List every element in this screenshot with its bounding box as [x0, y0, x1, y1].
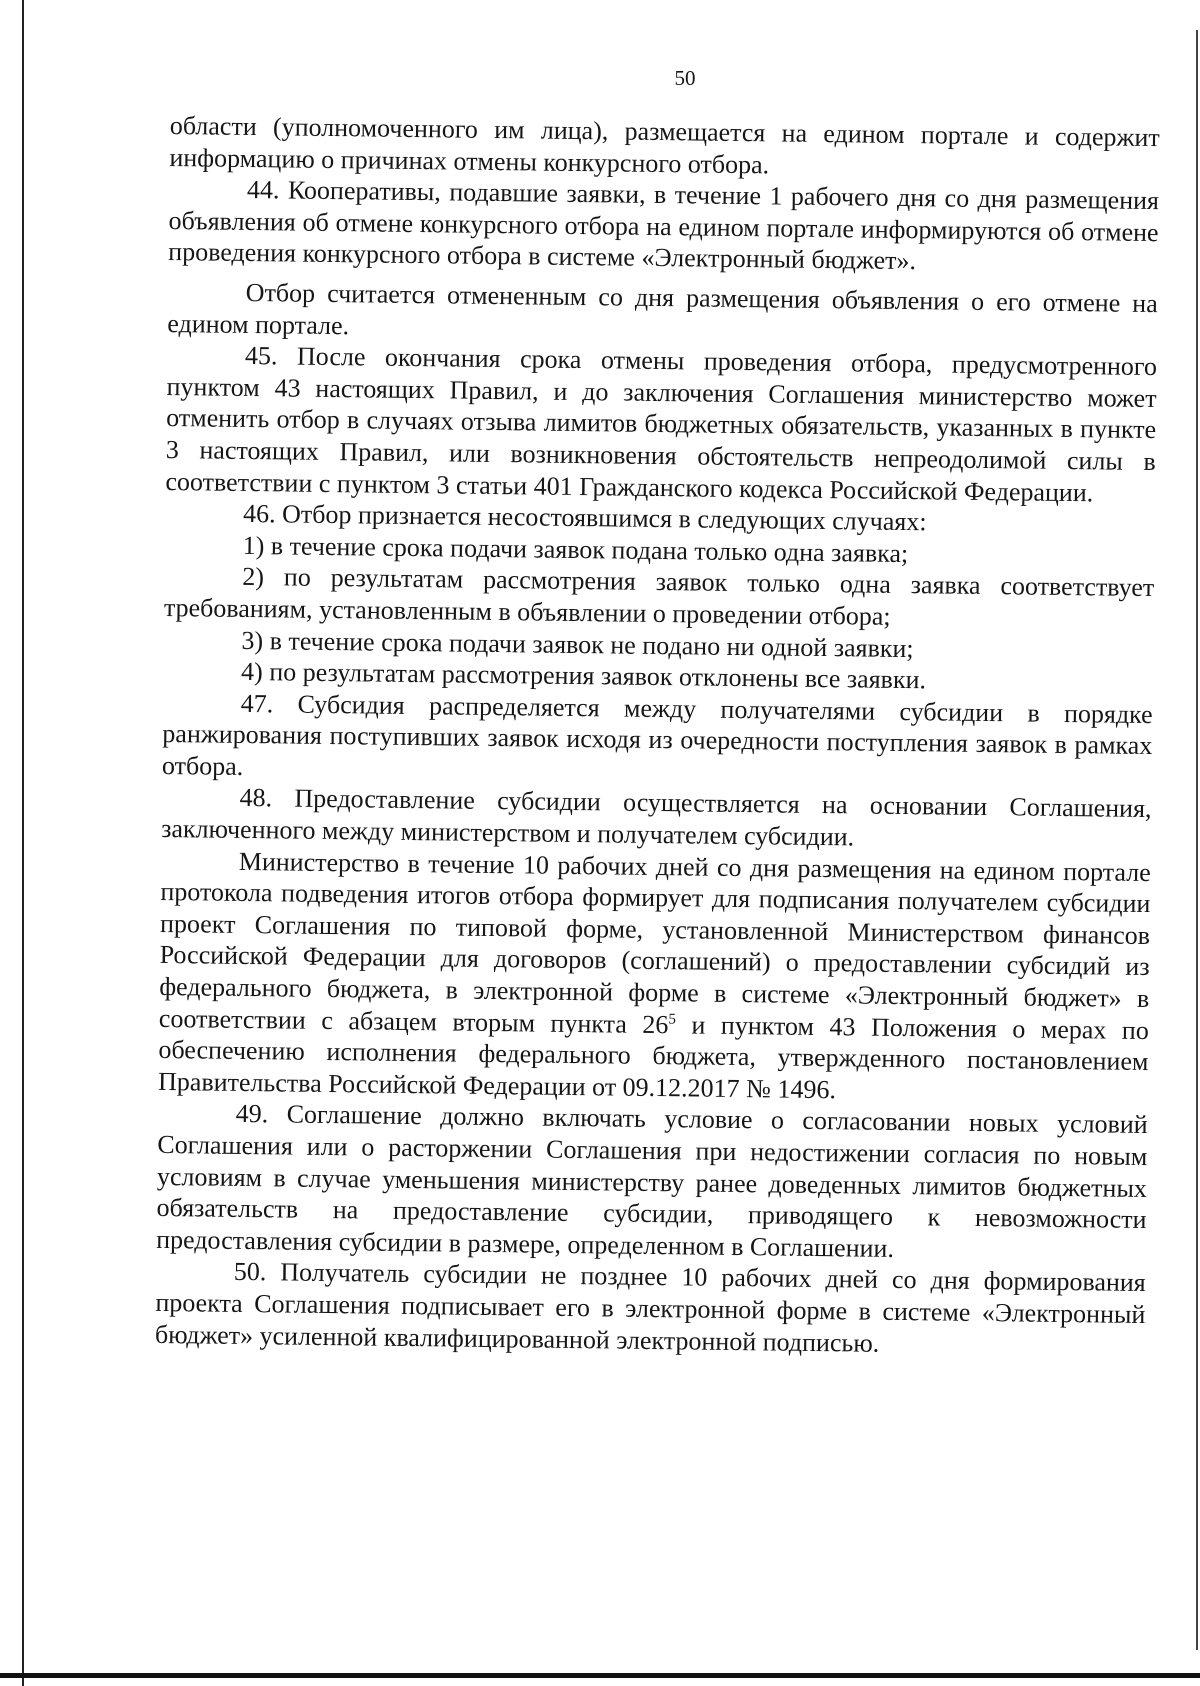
document-text	[155, 110, 1160, 1362]
paragraph-46-item-3: 3) в течение срока подачи заявок не подано ни одной заявки;	[241, 625, 914, 663]
paragraph-49: 49. Соглашение должно включать условие о согласовании новых условий Соглашения или о расторжении Соглашения при недостижении согласия по новым условиям в случае уменьшения министерству ранее доведенных лимитов бюджетных обязательств на предоставление субсидии, приводящего к невозможности предоставления субсидии в размере, определенном в Соглашении.	[156, 1099, 1148, 1263]
paragraph-47: 47. Субсидия распределяется между получателями субсидии в порядке ранжирования поступивших заявок исходя из очередности поступления заявок в рамках отбора.	[161, 688, 1153, 781]
paragraph-46-item-1: 1) в течение срока подачи заявок подана только одна заявка;	[242, 530, 909, 568]
paragraph-46-item-4: 4) по результатам рассмотрения заявок отклонены все заявки.	[240, 657, 927, 695]
scan-edge-right	[1196, 30, 1198, 1650]
paragraph-46-item-2: 2) по результатам рассмотрения заявок только одна заявка соответствует требованиям, установленным в объявлении о проведении отбора;	[163, 562, 1155, 631]
paragraph-continuation: области (уполномоченного им лица), размещается на едином портале и содержит информацию о причинах отмены конкурсного отбора.	[169, 110, 1160, 179]
paragraph-44-cancel: Отбор считается отмененным со дня размещения объявления о его отмене на едином портале.	[167, 277, 1158, 340]
scan-edge-bottom	[0, 1673, 1200, 1678]
paragraph-ministry-text-end: и пунктом 43 Положения о мерах по обеспечению исполнения федерального бюджета, утвержденного постановлением Правительства Российской Федерации от 09.12.2017 № 1496.	[157, 1009, 1150, 1105]
scan-edge-left	[22, 0, 24, 1686]
paragraph-50: 50. Получатель субсидии не позднее 10 рабочих дней со дня формирования проекта Соглашения подписывает его в электронной форме в системе «Электронный бюджет» усиленной квалифицированной электронной подписью.	[154, 1257, 1146, 1358]
paragraph-46: 46. Отбор признается несостоявшимся в следующих случаях:	[242, 499, 927, 537]
paragraph-ministry-text: Министерство в течение 10 рабочих дней со дня размещения на едином портале протокола подведения итогов отбора формирует для подписания получателем субсидии проект Соглашения по типовой форме, установленной Министерством финансов Российской Федерации для договоров (соглашений) о предоставлении субсидий из федерального бюджета, в электронной форме в системе «Электронный бюджет» в соответствии с абзацем вторым пункта 26	[158, 846, 1151, 1039]
paragraph-45: 45. После окончания срока отмены проведения отбора, предусмотренного пунктом 43 настоящих Правил, и до заключения Соглашения министерство может отменить отбор в случаях отзыва лимитов бюджетных обязательств, указанных в пункте 3 настоящих Правил, или возникновения обстоятельств непреодолимой силы в соответствии с пунктом 3 статьи 401 Гражданского кодекса Российской Федерации.	[165, 341, 1158, 507]
paragraph-48: 48. Предоставление субсидии осуществляется на основании Соглашения, заключенного между министерством и получателем субсидии.	[161, 783, 1152, 852]
superscript-5: 5	[668, 1011, 677, 1028]
paragraph-44: 44. Кооперативы, подавшие заявки, в течение 1 рабочего дня со дня размещения объявления об отмене конкурсного отбора на едином портале информируются об отмене проведения конкурсного отбора в системе «Электронный бюджет».	[168, 175, 1160, 276]
paragraph-ministry	[158, 845, 1151, 1110]
page-number: 50	[674, 66, 696, 90]
